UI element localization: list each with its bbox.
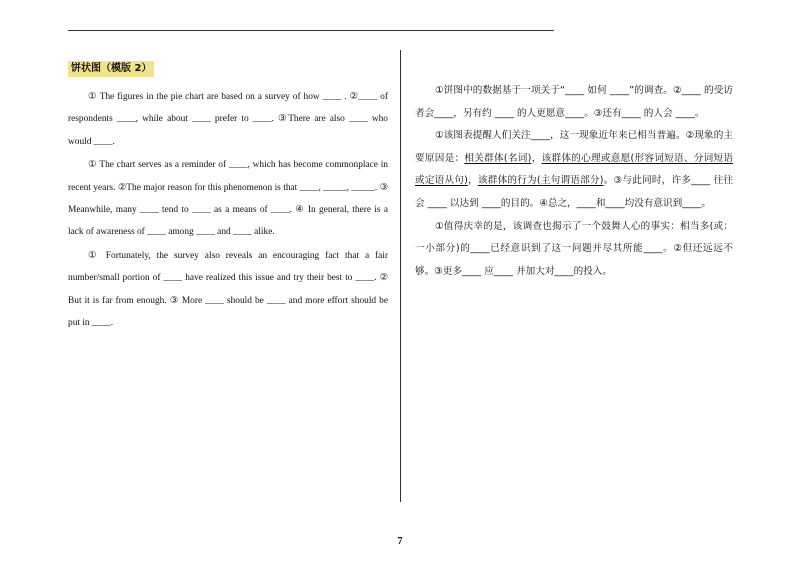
english-paragraph-2: ① The chart serves as a reminder of ____, which has become commonplace in recent years. ②The major reason for this phenomenon is that ____, _____, _____. ③ Meanwhile, many ____ tend to ____ as a means of ____. ④ In general, there is a lack of awareness of ____ among ____ and ____ alike. <box>68 160 388 238</box>
p2-rest: 。③与此同时，许多____ 往往会 ____ 以达到 ____的目的。④总之，____和____均没有意识到____。 <box>415 175 734 209</box>
chinese-paragraph-3: ①值得庆幸的是，该调查也揭示了一个鼓舞人心的事实：相当多(或：一小部分)的____已经意识到了这一问题并尽其所能____。②但还远远不够。③更多____ 应____ 并加大对____的投入。 <box>415 220 733 277</box>
page-number: 7 <box>397 536 403 547</box>
column-divider <box>400 50 401 502</box>
section-title: 饼状图（模版 2） <box>68 61 154 77</box>
chinese-paragraph-2 <box>415 125 733 215</box>
english-column <box>68 58 388 335</box>
p2-sep-2: ， <box>467 175 478 187</box>
english-paragraph-1: ① The figures in the pie chart are based on a survey of how ____ . ②____ of respondents ____, while about ____ prefer to ____. ③There are also ____ who would ____. <box>68 92 388 147</box>
chinese-column <box>415 80 733 283</box>
underlined-group-psychology: 该群体的心理或意愿(形容词短语、分词短语或定语从句) <box>415 152 733 187</box>
underlined-group-noun: 相关群体(名词) <box>464 152 532 164</box>
p2-sep-1: ， <box>531 152 542 164</box>
english-paragraph-3: ① Fortunately, the survey also reveals an encouraging fact that a fair number/small portion of ____ have realized this issue and try their best to ____. ② But it is far from enough. ③ More ____ should be ____ and more effort should be put in ____. <box>68 250 388 329</box>
underlined-group-behavior: 该群体的行为(主句谓语部分) <box>477 175 604 187</box>
p2-intro: ①该图表提醒人们关注____，这一现象近年来已相当普遍。②现象的主要原因是： <box>415 130 733 164</box>
chinese-paragraph-1: ①饼图中的数据基于一项关于“____ 如何 ____”的调查。②____ 的受访者会____，另有约 ____ 的人更愿意____。③还有____ 的人会 ____。 <box>415 85 733 119</box>
top-rule <box>68 30 554 31</box>
